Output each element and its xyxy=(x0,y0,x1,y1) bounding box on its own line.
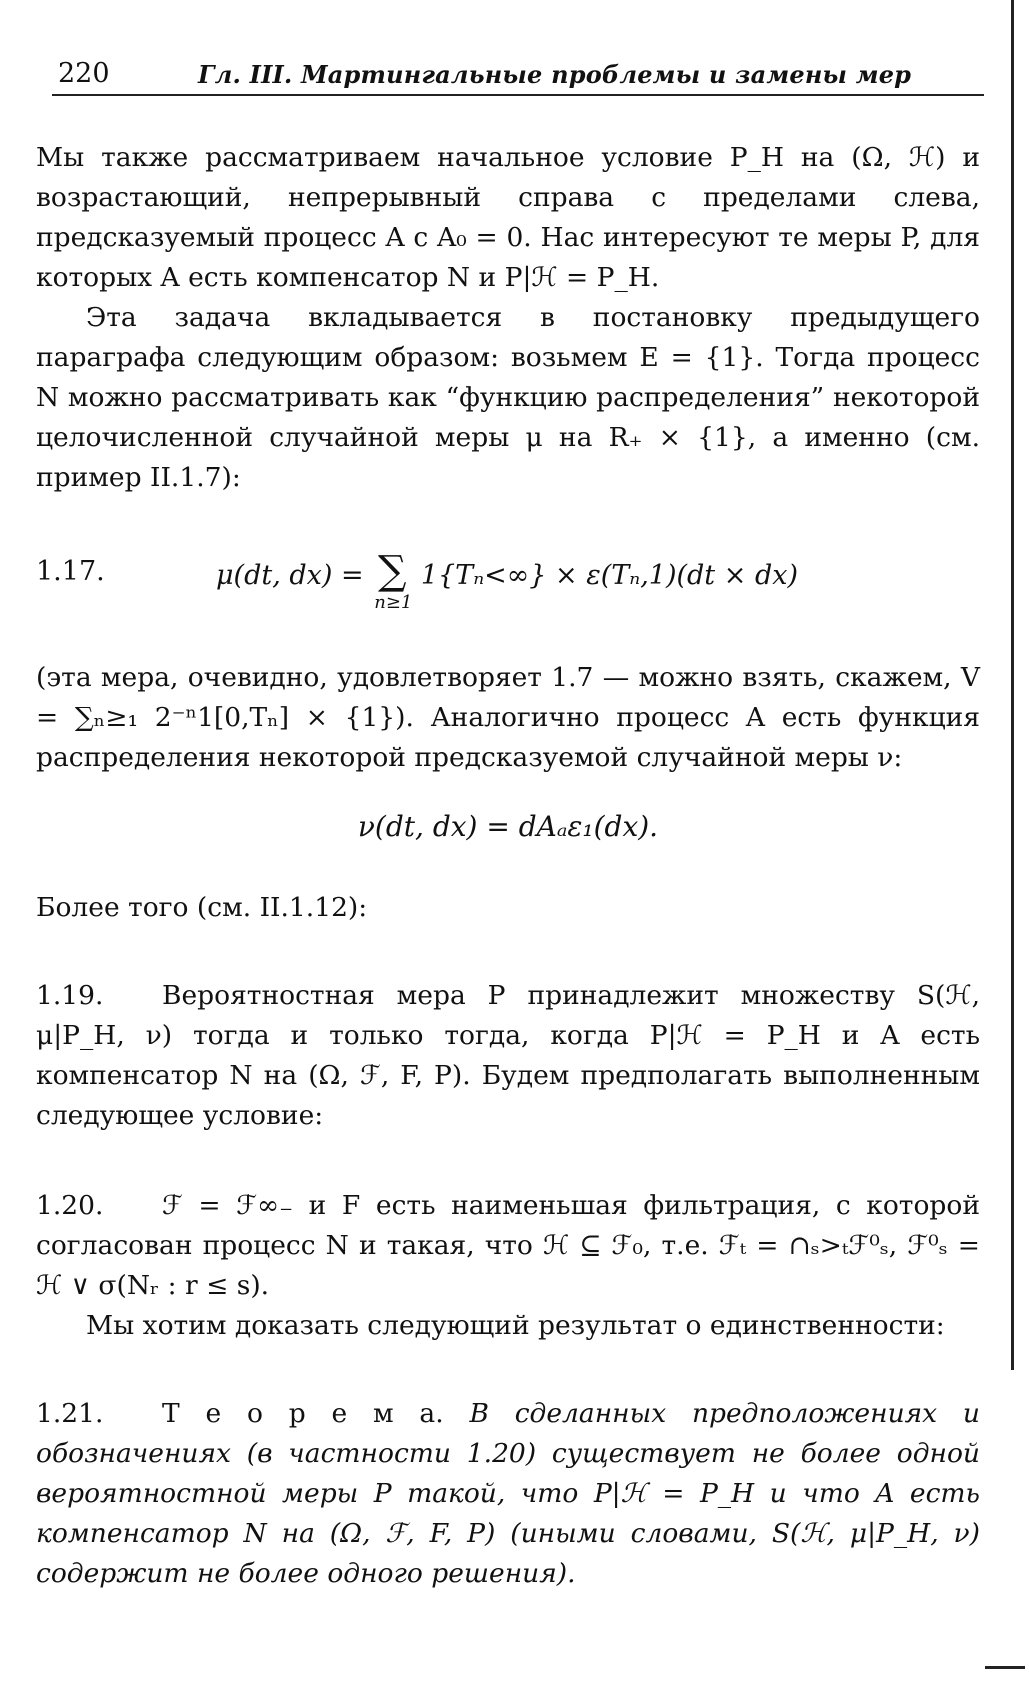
item-text: Вероятностная мера P принадлежит множеству S(ℋ, μ|P_H, ν) тогда и только тогда, когда P|ℋ = P_H и A есть компенсатор N на (Ω, ℱ, F, P). Будем предполагать выполненным следующее условие: xyxy=(36,980,980,1131)
equation-nu: ν(dt, dx) = dAₐε₁(dx). xyxy=(357,810,659,843)
sum-index: n≥1 xyxy=(374,592,413,613)
theorem-1-21 xyxy=(36,1394,980,1594)
theorem-heading: Т е о р е м а. xyxy=(162,1398,444,1429)
equation-label: 1.17. xyxy=(36,556,105,587)
page-number: 220 xyxy=(58,58,110,89)
scan-edge-mark xyxy=(985,1666,1025,1669)
paragraph-uniqueness-intro: Мы хотим доказать следующий результат о единственности: xyxy=(86,1310,945,1341)
item-text: ℱ = ℱ∞₋ и F есть наименьшая фильтрация, с которой согласован процесс N и такая, что ℋ ⊆ ℱ₀, т.е. ℱₜ = ∩ₛ>ₜℱ⁰ₛ, ℱ⁰ₛ = ℋ ∨ σ(Nᵣ : r ≤ s). xyxy=(36,1190,980,1301)
paragraph-setup: Эта задача вкладывается в постановку предыдущего параграфа следующим образом: возьмем E = {1}. Тогда процесс N можно рассматривать как “функцию распределения” некоторой целочисленной случайной меры μ на R₊ × {1}, а именно (см. пример II.1.7): xyxy=(36,302,980,493)
sum-symbol-group xyxy=(372,548,413,613)
page-header xyxy=(52,54,984,94)
item-label: 1.20. xyxy=(36,1190,104,1221)
item-label: 1.19. xyxy=(36,980,104,1011)
paragraph-measure-remark: (эта мера, очевидно, удовлетворяет 1.7 — можно взять, скажем, V = ∑ₙ≥₁ 2⁻ⁿ1[0,Tₙ] × {1}). Аналогично процесс A есть функция распределения некоторой предсказуемой случайной меры ν: xyxy=(36,662,980,773)
sum-symbol: ∑ xyxy=(377,548,407,594)
paragraph-initial-condition: Мы также рассматриваем начальное условие P_H на (Ω, ℋ) и возрастающий, непрерывный справа с пределами слева, предсказуемый процесс A с A₀ = 0. Нас интересуют те меры P, для которых A есть компенсатор N и P|ℋ = P_H. xyxy=(36,142,980,293)
scan-edge-line xyxy=(1011,0,1014,1370)
header-rule xyxy=(52,94,984,96)
item-1-20 xyxy=(36,1186,980,1306)
theorem-text: В сделанных предположениях и обозначениях (в частности 1.20) существует не более одной вероятностной меры P такой, что P|ℋ = P_H и что A есть компенсатор N на (Ω, ℱ, F, P) (иными словами, S(ℋ, μ|P_H, ν) содержит не более одного решения). xyxy=(36,1398,980,1589)
theorem-label: 1.21. xyxy=(36,1398,104,1429)
running-title: Гл. III. Мартингальные проблемы и замены мер xyxy=(198,60,912,89)
equation-rhs: 1{Tₙ<∞} × ε(Tₙ,1)(dt × dx) xyxy=(420,560,798,591)
equation-1-17 xyxy=(36,548,980,613)
equation-formula xyxy=(216,548,798,613)
paragraph-moreover: Более того (см. II.1.12): xyxy=(36,892,368,923)
item-1-19 xyxy=(36,976,980,1136)
equation-lhs: μ(dt, dx) = xyxy=(216,560,364,591)
